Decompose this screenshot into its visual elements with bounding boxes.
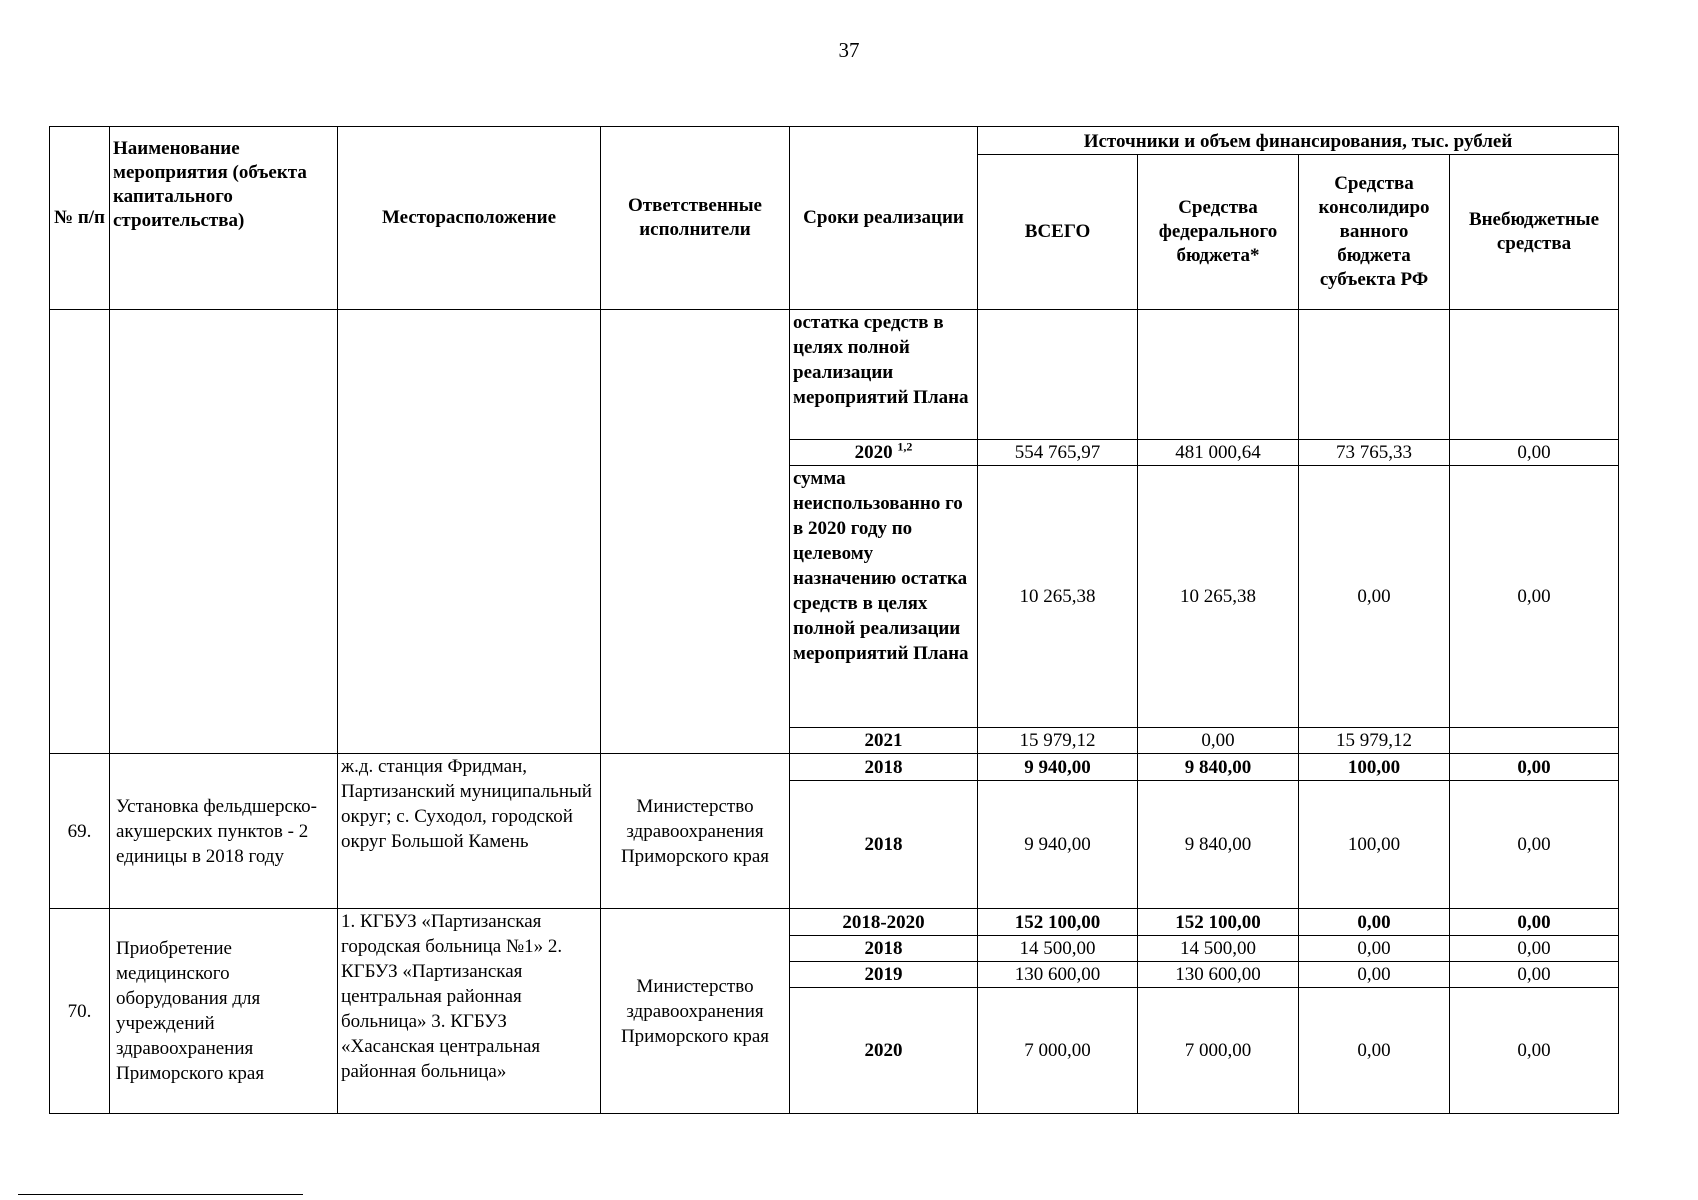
total-cell: 130 600,00	[978, 962, 1138, 988]
consolidated-cell: 100,00	[1299, 781, 1450, 909]
table-row	[50, 909, 1619, 936]
empty-cell	[1138, 310, 1299, 440]
total-cell: 554 765,97	[978, 440, 1138, 466]
federal-cell: 481 000,64	[1138, 440, 1299, 466]
header-name: Наименование мероприятия (объекта капитального строительства)	[110, 127, 338, 310]
federal-cell: 14 500,00	[1138, 936, 1299, 962]
federal-cell: 9 840,00	[1138, 754, 1299, 781]
item70-name: Приобретение медицинского оборудования для учреждений здравоохранения Приморского края	[110, 909, 338, 1114]
extra-cell: 0,00	[1450, 440, 1619, 466]
header-num: № п/п	[50, 127, 110, 310]
header-total: ВСЕГО	[978, 155, 1138, 310]
extra-cell: 0,00	[1450, 909, 1619, 936]
financing-table	[49, 126, 1619, 1114]
header-extra: Внебюджетные средства	[1450, 155, 1619, 310]
item70-responsible: Министерство здравоохранения Приморского края	[601, 909, 790, 1114]
extra-cell: 0,00	[1450, 988, 1619, 1114]
federal-cell: 130 600,00	[1138, 962, 1299, 988]
header-federal: Средства федерального бюджета*	[1138, 155, 1299, 310]
empty-cell	[1299, 310, 1450, 440]
empty-cell	[978, 310, 1138, 440]
header-period: Сроки реализации	[790, 127, 978, 310]
consolidated-cell: 0,00	[1299, 988, 1450, 1114]
item69-location: ж.д. станция Фридман, Партизанский муниципальный округ; с. Суходол, городской округ Большой Камень	[338, 754, 601, 909]
total-cell: 10 265,38	[978, 466, 1138, 728]
item70-num: 70.	[50, 909, 110, 1114]
federal-cell: 10 265,38	[1138, 466, 1299, 728]
period-cell: 2018	[790, 936, 978, 962]
extra-cell: 0,00	[1450, 754, 1619, 781]
table-row	[50, 310, 1619, 440]
cont-location-cell	[338, 310, 601, 754]
extra-cell: 0,00	[1450, 936, 1619, 962]
cont-note-2: сумма неиспользованно го в 2020 году по целевому назначению остатка средств в целях полной реализации мероприятий Плана	[790, 466, 978, 728]
federal-cell: 7 000,00	[1138, 988, 1299, 1114]
consolidated-cell: 73 765,33	[1299, 440, 1450, 466]
period-cell: 2018-2020	[790, 909, 978, 936]
extra-cell	[1450, 728, 1619, 754]
total-cell: 9 940,00	[978, 781, 1138, 909]
federal-cell: 152 100,00	[1138, 909, 1299, 936]
period-cell: 2020 $^{1,2}$	[790, 440, 978, 466]
consolidated-cell: 0,00	[1299, 466, 1450, 728]
header-location: Месторасположение	[338, 127, 601, 310]
cont-note-1: остатка средств в целях полной реализации мероприятий Плана	[790, 310, 978, 440]
consolidated-cell: 15 979,12	[1299, 728, 1450, 754]
period-cell: 2018	[790, 754, 978, 781]
extra-cell: 0,00	[1450, 962, 1619, 988]
total-cell: 152 100,00	[978, 909, 1138, 936]
cont-num-cell	[50, 310, 110, 754]
total-cell: 14 500,00	[978, 936, 1138, 962]
consolidated-cell: 100,00	[1299, 754, 1450, 781]
period-cell: 2018	[790, 781, 978, 909]
item69-responsible: Министерство здравоохранения Приморского края	[601, 754, 790, 909]
footnote-divider	[18, 1194, 303, 1195]
consolidated-cell: 0,00	[1299, 962, 1450, 988]
header-responsible: Ответственные исполнители	[601, 127, 790, 310]
extra-cell: 0,00	[1450, 781, 1619, 909]
period-cell: 2020	[790, 988, 978, 1114]
extra-cell: 0,00	[1450, 466, 1619, 728]
table-row	[50, 754, 1619, 781]
item69-name: Установка фельдшерско-акушерских пунктов - 2 единицы в 2018 году	[110, 754, 338, 909]
page-number: 37	[838, 38, 860, 62]
empty-cell	[1450, 310, 1619, 440]
federal-cell: 9 840,00	[1138, 781, 1299, 909]
item69-num: 69.	[50, 754, 110, 909]
total-cell: 7 000,00	[978, 988, 1138, 1114]
header-consolidated: Средства консолидиро ванного бюджета субъекта РФ	[1299, 155, 1450, 310]
period-cell: 2019	[790, 962, 978, 988]
total-cell: 15 979,12	[978, 728, 1138, 754]
cont-responsible-cell	[601, 310, 790, 754]
consolidated-cell: 0,00	[1299, 909, 1450, 936]
item70-location: 1. КГБУЗ «Партизанская городская больница №1» 2. КГБУЗ «Партизанская центральная районная больница» 3. КГБУЗ «Хасанская центральная районная больница»	[338, 909, 601, 1114]
cont-name-cell	[110, 310, 338, 754]
total-cell: 9 940,00	[978, 754, 1138, 781]
federal-cell: 0,00	[1138, 728, 1299, 754]
period-cell: 2021	[790, 728, 978, 754]
header-sources: Источники и объем финансирования, тыс. рублей	[978, 127, 1619, 155]
consolidated-cell: 0,00	[1299, 936, 1450, 962]
